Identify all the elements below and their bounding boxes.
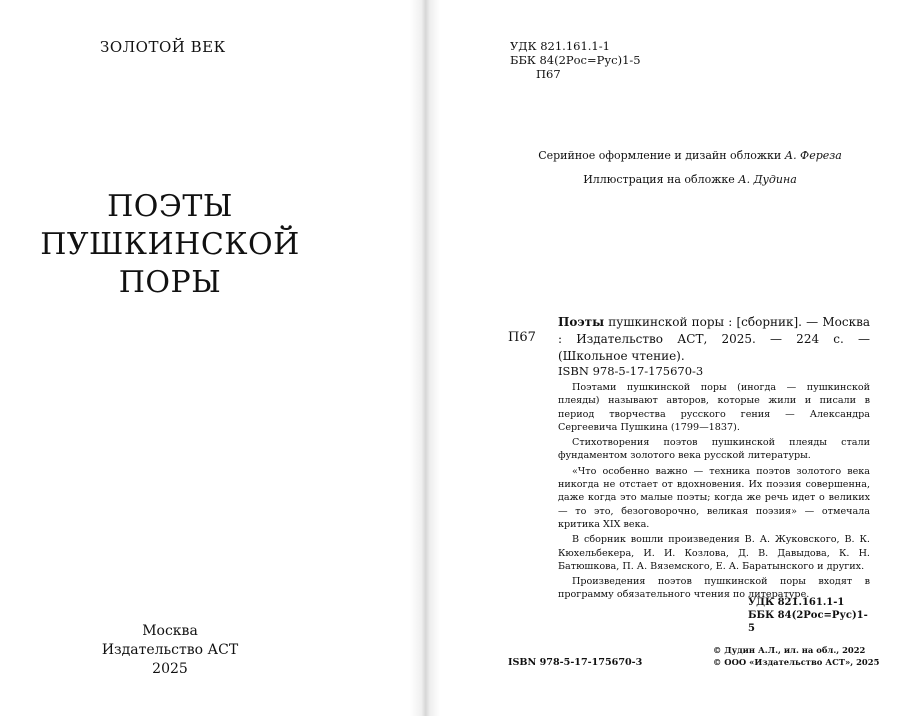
- bbk-code-small: ББК 84(2Рос=Рус)1-5: [748, 610, 868, 634]
- title-line: ПОЭТЫ: [107, 189, 233, 224]
- illustration-credit-label: Иллюстрация на обложке: [583, 173, 735, 186]
- catalog-isbn: ISBN 978-5-17-175670-3: [558, 364, 704, 378]
- copyright-notice: [713, 644, 879, 668]
- book-title: [20, 188, 320, 302]
- catalog-title-bold: Поэты: [558, 315, 605, 329]
- design-credit: [510, 144, 870, 168]
- annotation-paragraph: Произведения поэтов пушкинской поры входят в программу обязательного чтения по литературе.: [558, 576, 870, 601]
- annotation-paragraph: Поэтами пушкинской поры (иногда — пушкинской плеяды) называют авторов, которые жили и писали в период творчества русского гения — Александра Сергеевича Пушкина (1799—1837).: [558, 382, 870, 433]
- design-credit-label: Серийное оформление и дизайн обложки: [538, 149, 782, 162]
- annotation: [558, 381, 870, 602]
- title-line: ПОРЫ: [118, 265, 222, 300]
- illustration-credit: [510, 168, 870, 192]
- catalog-card-code: П67: [508, 330, 536, 345]
- author-code: П67: [536, 67, 561, 81]
- catalog-title-rest: пушкинской поры : [сборник]. — Москва : Издательство АСТ, 2025. — 224 с. — (Школьное чтение).: [558, 315, 870, 363]
- design-credit-name: А. Фереза: [784, 149, 842, 162]
- copyright-line: © ООО «Издательство АСТ», 2025: [713, 657, 880, 667]
- annotation-paragraph: «Что особенно важно — техника поэтов золотого века никогда не отстает от вдохновения. Их поэзия совершенна, даже когда это малые поэты; когда же речь идет о великих — то это, безоговорочно, великая поэзия» — отмечала критика XIX века.: [558, 465, 870, 530]
- annotation-paragraph: В сборник вошли произведения В. А. Жуковского, В. К. Кюхельбекера, И. И. Козлова, Д. В. Давыдова, К. Н. Батюшкова, П. А. Вяземского, Е. А. Баратынского и других.: [558, 534, 870, 572]
- isbn-footer: ISBN 978-5-17-175670-3: [508, 657, 643, 668]
- catalog-codes-small: [748, 596, 868, 635]
- imprint-publisher: Издательство АСТ: [101, 642, 239, 658]
- credits: [510, 144, 870, 192]
- right-page: [428, 0, 899, 716]
- annotation-paragraph: Стихотворения поэтов пушкинской плеяды стали фундаментом золотого века русской литературы.: [558, 437, 870, 462]
- bbk-code: ББК 84(2Рос=Рус)1-5: [510, 53, 641, 67]
- left-page: [0, 0, 424, 716]
- title-line: ПУШКИНСКОЙ: [40, 227, 300, 262]
- copyright-line: © Дудин А.Л., ил. на обл., 2022: [713, 645, 866, 655]
- udk-code: УДК 821.161.1-1: [510, 39, 610, 53]
- book-gutter-shadow: [410, 0, 440, 716]
- imprint-city: Москва: [142, 623, 198, 639]
- classification-codes: [510, 39, 641, 81]
- series-name: ЗОЛОТОЙ ВЕК: [100, 38, 226, 56]
- imprint-year: 2025: [152, 661, 188, 677]
- imprint: [60, 622, 280, 679]
- illustration-credit-name: А. Дудина: [738, 173, 797, 186]
- udk-code-small: УДК 821.161.1-1: [748, 597, 845, 608]
- catalog-card-heading: [558, 314, 870, 365]
